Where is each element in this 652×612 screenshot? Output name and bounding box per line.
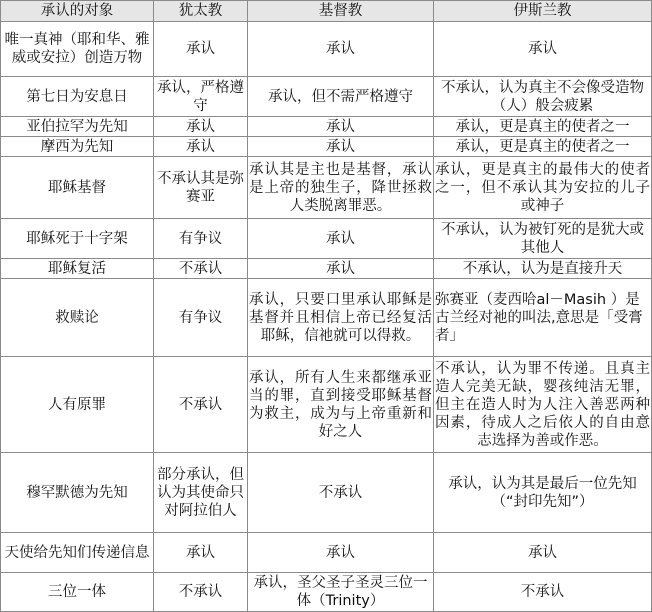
christianity-cell: 承认 bbox=[248, 533, 434, 573]
judaism-cell: 有争议 bbox=[154, 279, 248, 357]
subject-cell: 耶稣死于十字架 bbox=[1, 219, 154, 259]
header-islam: 伊斯兰教 bbox=[434, 1, 652, 22]
subject-cell: 摩西为先知 bbox=[1, 137, 154, 157]
islam-cell: 承认，认为其是最后一位先知（“封印先知”） bbox=[434, 453, 652, 533]
judaism-cell: 部分承认，但认为其使命只对阿拉伯人 bbox=[154, 453, 248, 533]
christianity-cell: 承认，只要口里承认耶稣是基督并且相信上帝已经复活耶稣，信祂就可以得救。 bbox=[248, 279, 434, 357]
table-row bbox=[1, 157, 652, 219]
subject-cell: 三位一体 bbox=[1, 573, 154, 612]
table-row bbox=[1, 533, 652, 573]
islam-cell: 不承认，认为罪不传递。且真主造人完美无缺，婴孩纯洁无罪，但主在造人时为人注入善恶两种因素，待成人之后依人的自由意志选择为善或作恶。 bbox=[434, 357, 652, 453]
subject-cell: 穆罕默德为先知 bbox=[1, 453, 154, 533]
christianity-cell: 承认 bbox=[248, 117, 434, 137]
table-row bbox=[1, 453, 652, 533]
judaism-cell: 不承认 bbox=[154, 259, 248, 279]
christianity-cell: 不承认 bbox=[248, 453, 434, 533]
judaism-cell: 有争议 bbox=[154, 219, 248, 259]
judaism-cell: 承认，严格遵守 bbox=[154, 77, 248, 117]
christianity-cell: 承认，所有人生来都继承亚当的罪，直到接受耶稣基督为救主，成为与上帝重新和好之人 bbox=[248, 357, 434, 453]
judaism-cell: 不承认 bbox=[154, 357, 248, 453]
judaism-cell: 承认 bbox=[154, 22, 248, 77]
table-row bbox=[1, 77, 652, 117]
christianity-cell: 承认 bbox=[248, 22, 434, 77]
islam-cell: 不承认，认为被钉死的是犹大或其他人 bbox=[434, 219, 652, 259]
table-row bbox=[1, 573, 652, 612]
christianity-cell: 承认 bbox=[248, 259, 434, 279]
table-row bbox=[1, 357, 652, 453]
judaism-cell: 不承认其是弥赛亚 bbox=[154, 157, 248, 219]
islam-cell: 承认，更是真主的最伟大的使者之一，但不承认其为安拉的儿子或神子 bbox=[434, 157, 652, 219]
subject-cell: 亚伯拉罕为先知 bbox=[1, 117, 154, 137]
subject-cell: 唯一真神（耶和华、雅威或安拉）创造万物 bbox=[1, 22, 154, 77]
subject-cell: 第七日为安息日 bbox=[1, 77, 154, 117]
islam-cell: 弥赛亚（麦西哈al－Masih ）是古兰经对祂的叫法,意思是「受膏者」 bbox=[434, 279, 652, 357]
christianity-cell: 承认 bbox=[248, 137, 434, 157]
table-row bbox=[1, 219, 652, 259]
header-row bbox=[1, 1, 652, 22]
table-row bbox=[1, 117, 652, 137]
judaism-cell: 承认 bbox=[154, 137, 248, 157]
header-subject: 承认的对象 bbox=[1, 1, 154, 22]
judaism-cell: 不承认 bbox=[154, 573, 248, 612]
subject-cell: 人有原罪 bbox=[1, 357, 154, 453]
header-judaism: 犹太教 bbox=[154, 1, 248, 22]
christianity-cell: 承认，但不需严格遵守 bbox=[248, 77, 434, 117]
header-christianity: 基督教 bbox=[248, 1, 434, 22]
table-row bbox=[1, 259, 652, 279]
islam-cell: 不承认 bbox=[434, 573, 652, 612]
judaism-cell: 承认 bbox=[154, 533, 248, 573]
islam-cell: 不承认，认为是直接升天 bbox=[434, 259, 652, 279]
table-row bbox=[1, 279, 652, 357]
islam-cell: 不承认，认为真主不会像受造物（人）般会疲累 bbox=[434, 77, 652, 117]
islam-cell: 承认 bbox=[434, 22, 652, 77]
islam-cell: 承认，更是真主的使者之一 bbox=[434, 117, 652, 137]
christianity-cell: 承认，圣父圣子圣灵三位一体（Trinity） bbox=[248, 573, 434, 612]
table-row bbox=[1, 22, 652, 77]
subject-cell: 耶稣基督 bbox=[1, 157, 154, 219]
judaism-cell: 承认 bbox=[154, 117, 248, 137]
subject-cell: 耶稣复活 bbox=[1, 259, 154, 279]
table-row bbox=[1, 137, 652, 157]
subject-cell: 救赎论 bbox=[1, 279, 154, 357]
christianity-cell: 承认其是主也是基督，承认是上帝的独生子，降世拯救人类脱离罪恶。 bbox=[248, 157, 434, 219]
christianity-cell: 承认 bbox=[248, 219, 434, 259]
islam-cell: 承认，更是真主的使者之一 bbox=[434, 137, 652, 157]
subject-cell: 天使给先知们传递信息 bbox=[1, 533, 154, 573]
islam-cell: 承认 bbox=[434, 533, 652, 573]
